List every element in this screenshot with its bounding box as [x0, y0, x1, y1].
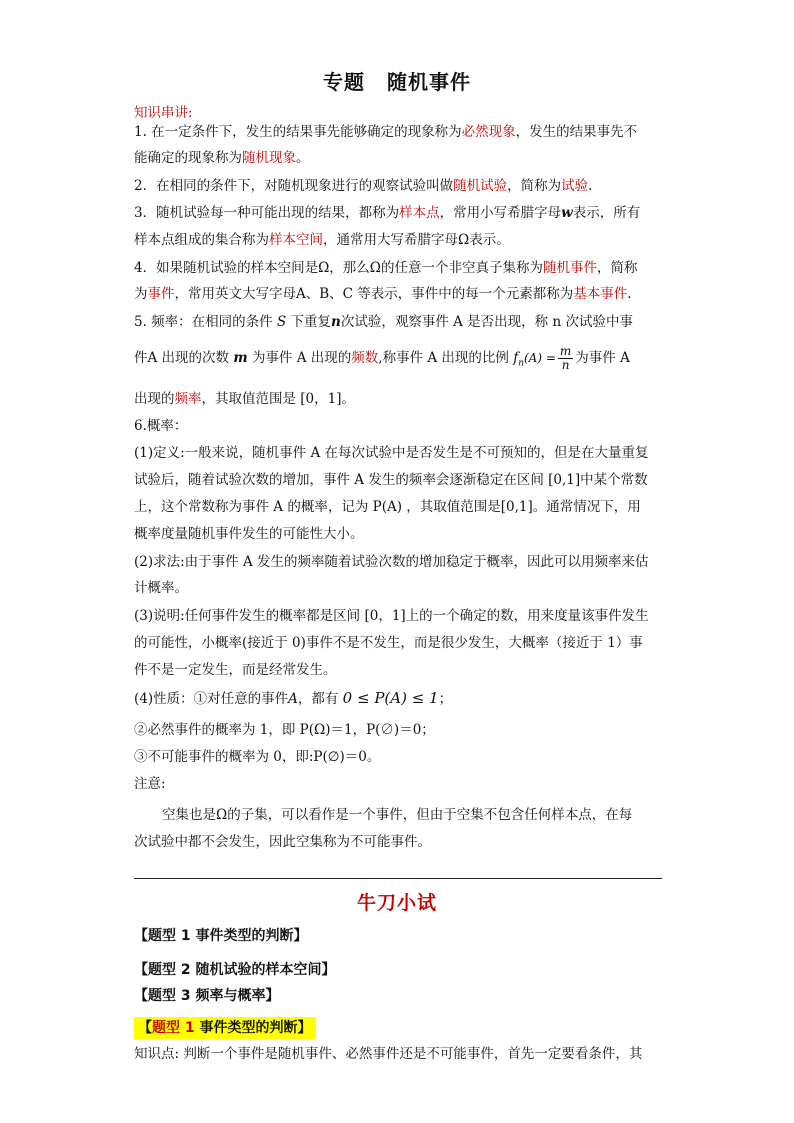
section-divider: [134, 878, 662, 879]
term-frequency-count: 频数: [351, 350, 379, 366]
para6-def-line4: 概率度量随机事件发生的可能性大小。: [134, 526, 364, 542]
para3-line1: 3．随机试验每一种可能出现的结果，都称为样本点，常用小写希腊字母w表示，所有: [134, 205, 641, 221]
para6-head: 6.概率：: [134, 418, 188, 434]
para1-line1: 1. 在一定条件下，发生的结果事先能够确定的现象称为必然现象，发生的结果事先不: [134, 124, 638, 140]
question-type-2: 【题型 2 随机试验的样本空间】: [134, 962, 336, 978]
term-frequency: 频率: [174, 391, 202, 407]
term-random-event: 随机事件: [542, 260, 597, 276]
note-line2: 次试验中都不会发生，因此空集称为不可能事件。: [134, 834, 431, 850]
term-sample-space: 样本空间: [269, 232, 323, 248]
para6-prop-line3: ③不可能事件的概率为 0，即:P(∅)＝0。: [134, 749, 381, 765]
para6-exp-line1: (3)说明:任何事件发生的概率都是区间 [0，1]上的一个确定的数，用来度量该事件发生: [134, 608, 649, 624]
para6-calc-line2: 计概率。: [134, 580, 188, 596]
term-inevitable: 必然现象: [461, 124, 516, 140]
highlighted-question-type: 【题型 1 事件类型的判断】: [134, 1017, 316, 1039]
note-line1: 空集也是Ω的子集，可以看作是一个事件，但由于空集不包含任何样本点，在每: [162, 807, 633, 823]
para6-prop-line1: (4)性质：①对任意的事件A，都有 0 ≤ P(A) ≤ 1；: [134, 689, 453, 707]
question-type-1: 【题型 1 事件类型的判断】: [134, 928, 308, 944]
term-basic-event: 基本事件: [573, 286, 628, 302]
para6-calc-line1: (2)求法:由于事件 A 发生的频率随着试验次数的增加稳定于概率，因此可以用频率来估: [134, 554, 649, 570]
page-title: [0, 66, 794, 95]
para5-line2: 件A 出现的次数 m 为事件 A 出现的频数,称事件 A 出现的比例 $f_n(A)$ = $\frac{m}{n}$ 为事件 A: [134, 344, 630, 372]
frequency-formula: $f_n(A)$ = $\frac{m}{n}$: [513, 344, 572, 372]
practice-title: 牛刀小试: [356, 892, 437, 914]
para6-def-line2: 试验后，随着试验次数的增加，事件 A 发生的频率会逐渐稳定在区间 [0,1]中某个常数: [134, 472, 648, 488]
question-type-3: 【题型 3 频率与概率】: [134, 988, 280, 1004]
para6-exp-line3: 件不是一定发生，而是经常发生。: [134, 662, 337, 678]
para3-line2: 样本点组成的集合称为样本空间，通常用大写希腊字母Ω表示。: [134, 232, 510, 248]
para5-line3: 出现的频率，其取值范围是 [0，1]。: [134, 391, 356, 407]
para4-line2: 为事件，常用英文大写字母A、B、C 等表示，事件中的每一个元素都称为基本事件.: [134, 286, 632, 302]
para6-def-line3: 上，这个常数称为事件 A 的概率，记为 P(A) ，其取值范围是[0,1]。通常情况下，用: [134, 499, 641, 515]
note-head: 注意:: [134, 776, 166, 792]
para6-def-line1: (1)定义:一般来说，随机事件 A 在每次试验中是否发生是不可预知的，但是在大量重复: [134, 445, 649, 461]
para6-prop-line2: ②必然事件的概率为 1，即 P(Ω)＝1，P(∅)＝0；: [134, 722, 435, 738]
probability-range-formula: 0 ≤ P(A) ≤ 1: [342, 689, 439, 707]
term-sample-point: 样本点: [399, 205, 440, 221]
title-part-1: 专题: [323, 70, 365, 94]
knowledge-label: 知识串讲:: [134, 105, 193, 121]
term-random-phenomenon: 随机现象: [242, 150, 296, 166]
para5-line1: 5. 频率：在相同的条件 S 下重复n次试验，观察事件 A 是否出现，称 n 次试验中事: [134, 314, 633, 330]
term-trial: 试验: [561, 178, 589, 194]
term-random-trial: 随机试验: [453, 178, 508, 194]
para2-line1: 2．在相同的条件下，对随机现象进行的观察试验叫做随机试验，简称为试验.: [134, 178, 593, 194]
knowledge-point-line: 知识点: 判断一个事件是随机事件、必然事件还是不可能事件，首先一定要看条件，其: [134, 1046, 643, 1062]
para1-line2: 能确定的现象称为随机现象。: [134, 150, 310, 166]
term-event: 事件: [147, 286, 175, 302]
title-part-2: 随机事件: [387, 70, 471, 94]
para4-line1: 4．如果随机试验的样本空间是Ω，那么Ω的任意一个非空真子集称为随机事件，简称: [134, 260, 638, 276]
para6-exp-line2: 的可能性，小概率(接近于 0)事件不是不发生，而是很少发生，大概率（接近于 1）事: [134, 635, 643, 651]
